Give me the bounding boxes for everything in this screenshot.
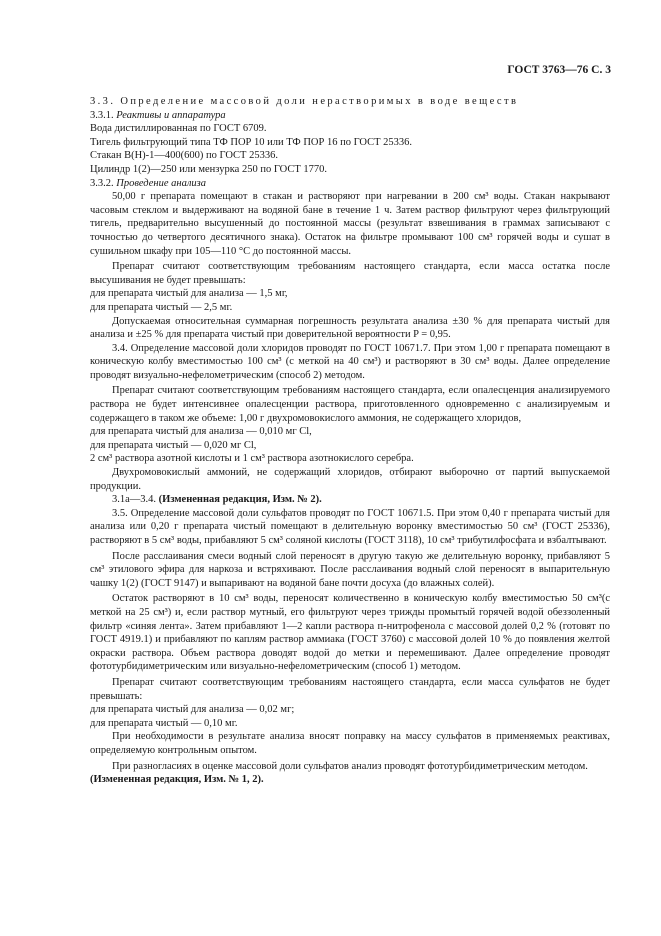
revision-note: (Измененная редакция, Изм. № 1, 2). <box>90 774 264 786</box>
section-3-3-1-heading <box>90 109 610 123</box>
page-header: ГОСТ 3763—76 С. 3 <box>507 64 611 76</box>
reagent-line: Тигель фильтрующий типа ТФ ПОР 10 или ТФ ПОР 16 по ГОСТ 25336. <box>90 136 413 148</box>
revision-note-range: 3.1а—3.4. <box>112 494 157 506</box>
paragraph: Двухромовокислый аммоний, не содержащий хлоридов, отбирают выборочно от партий выпускаемой продукции. <box>90 467 610 492</box>
section-3-3-2-number: 3.3.2. <box>90 177 114 189</box>
paragraph: Препарат считают соответствующим требованиям настоящего стандарта, если масса остатка после высушивания не будет превышать: <box>90 261 610 286</box>
section-3-3-2-title: Проведение анализа <box>116 177 207 189</box>
document-body <box>90 95 610 787</box>
list-item: для препарата чистый для анализа — 0,010 мг Cl, <box>90 426 312 438</box>
list-item: для препарата чистый — 0,10 мг. <box>90 717 238 729</box>
paragraph: Препарат считают соответствующим требованиям настоящего стандарта, если опалесценция анализируемого раствора не будет интенсивнее опалесценции раствора, приготовленного одновременно с анализируемым и содержащего в таком же объеме: 1,00 г двухромовокислого аммония, не содержащего хлоридов, <box>90 385 610 424</box>
paragraph: При разногласиях в оценке массовой доли сульфатов анализ проводят фототурбидиметрическим методом. <box>112 760 588 772</box>
paragraph: При необходимости в результате анализа вносят поправку на массу сульфатов в применяемых реактивах, определяемую контрольным опытом. <box>90 731 610 756</box>
section-3-3-2-heading <box>90 177 610 191</box>
paragraph: Остаток растворяют в 10 см³ воды, переносят количественно в коническую колбу вместимостью 50 см³(с меткой на 25 см³) и, если раствор мутный, его фильтруют через трижды промытый горячей водой обеззоленный фильтр «синяя лента». Затем прибавляют 1—2 капли раствора п-нитрофенола с массовой долей 0,2 % (готовят по ГОСТ 4919.1) и прибавляют по каплям раствор аммиака (ГОСТ 3760) с массовой долей 10 % до появления желтой окраски раствора. Объем раствора доводят водой до метки и перемешивают. Далее определение проводят фототурбидиметрическим или визуально-нефелометрическим (способ 1) методом. <box>90 593 610 673</box>
list-item: для препарата чистый — 0,020 мг Cl, <box>90 439 257 451</box>
reagent-line: Цилиндр 1(2)—250 или мензурка 250 по ГОСТ 1770. <box>90 163 328 175</box>
paragraph: 2 см³ раствора азотной кислоты и 1 см³ раствора азотнокислого серебра. <box>90 453 414 465</box>
section-3-4-paragraph: 3.4. Определение массовой доли хлоридов проводят по ГОСТ 10671.7. При этом 1,00 г препарата помещают в коническую колбу вместимостью 100 см³ (с меткой на 40 см³) и растворяют в 30 см³ воды. Далее определение проводят визуально-нефелометрическим (способ 2) методом. <box>90 342 610 381</box>
revision-note-text: (Измененная редакция, Изм. № 2). <box>158 494 322 506</box>
paragraph: Допускаемая относительная суммарная погрешность результата анализа ±30 % для препарата чистый для анализа и ±25 % для препарата чистый при доверительной вероятности P = 0,95. <box>90 315 610 341</box>
reagent-line: Вода дистиллированная по ГОСТ 6709. <box>90 123 267 135</box>
section-3-3-1-title: Реактивы и аппаратура <box>116 109 226 121</box>
paragraph: 50,00 г препарата помещают в стакан и растворяют при нагревании в 200 см³ воды. Стакан накрывают часовым стеклом и выдерживают на водяной бане в течение 1 ч. Затем раствор фильтруют через фильтрующий тигель, предварительно высушенный до постоянной массы (результат взвешивания в граммах записывают с точностью до четвертого десятичного знака). Остаток на фильтре промывают 100 см³ горячей воды и сушат в сушильном шкафу при 105—110 °С до постоянной массы. <box>90 191 610 257</box>
section-3-3-title: 3.3. Определение массовой доли нерастворимых в воде веществ <box>90 96 519 107</box>
list-item: для препарата чистый для анализа — 1,5 мг, <box>90 288 288 300</box>
list-item: для препарата чистый — 2,5 мг. <box>90 301 233 313</box>
reagent-line: Стакан В(Н)-1—400(600) по ГОСТ 25336. <box>90 150 278 162</box>
paragraph: Препарат считают соответствующим требованиям настоящего стандарта, если масса сульфатов не будет превышать: <box>90 676 610 702</box>
paragraph: После расслаивания смеси водный слой переносят в другую такую же делительную воронку, прибавляют 5 см³ этилового эфира для наркоза и встряхивают. После расслаивания водный слой переносят в выпарительную чашку 1(2) (ГОСТ 9147) и выпаривают на водяной бане почти досуха (до влажных солей). <box>90 550 610 589</box>
revision-note <box>90 493 610 507</box>
list-item: для препарата чистый для анализа — 0,02 мг; <box>90 704 295 716</box>
section-3-3-1-number: 3.3.1. <box>90 109 114 121</box>
section-3-5-paragraph: 3.5. Определение массовой доли сульфатов проводят по ГОСТ 10671.5. При этом 0,40 г препарата чистый для анализа или 0,20 г препарата чистый помещают в делительную воронку вместимостью 50 см³ (ГОСТ 25336), растворяют в 5 см³ воды, прибавляют 5 см³ соляной кислоты (ГОСТ 3118), 10 см³ трибутилфосфата и взбалтывают. <box>90 507 610 546</box>
